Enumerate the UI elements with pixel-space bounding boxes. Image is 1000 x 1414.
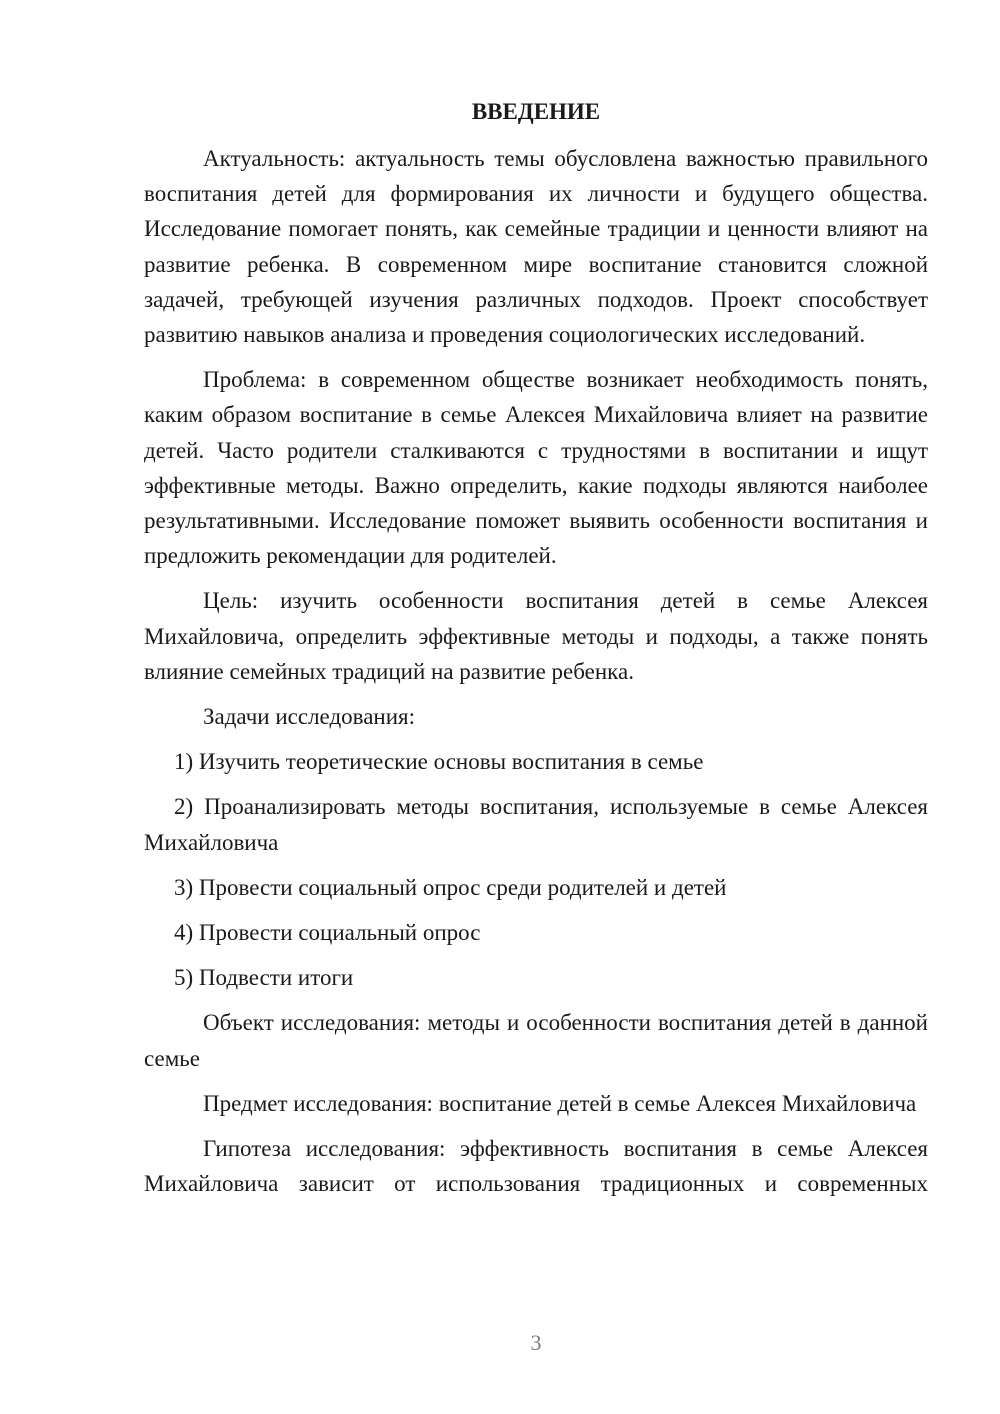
document-body bbox=[144, 94, 928, 1201]
page-number: 3 bbox=[530, 1330, 542, 1355]
problem-paragraph: Проблема: в современном обществе возникает необходимость понять, каким образом воспитание в семье Алексея Михайловича влияет на развитие детей. Часто родители сталкиваются с трудностями в воспитании и ищут эффективные методы. Важно определить, какие подходы являются наиболее результативными. Исследование поможет выявить особенности воспитания и предложить рекомендации для родителей. bbox=[144, 367, 928, 569]
subject-paragraph: Предмет исследования: воспитание детей в семье Алексея Михайловича bbox=[203, 1090, 917, 1116]
task-item: 5) Подвести итоги bbox=[174, 965, 354, 991]
task-item: 3) Провести социальный опрос среди родителей и детей bbox=[174, 874, 727, 900]
hypothesis-paragraph: Гипотеза исследования: эффективность воспитания в семье Алексея Михайловича зависит от использования традиционных и современных bbox=[144, 1136, 928, 1197]
task-item: 4) Провести социальный опрос bbox=[174, 920, 481, 946]
object-paragraph: Объект исследования: методы и особенности воспитания детей в данной семье bbox=[144, 1010, 928, 1071]
tasks-heading: Задачи исследования: bbox=[203, 704, 416, 730]
relevance-paragraph: Актуальность: актуальность темы обусловлена важностью правильного воспитания детей для формирования их личности и будущего общества. Исследование помогает понять, как семейные традиции и ценности влияют на развитие ребенка. В современном мире воспитание становится сложной задачей, требующей изучения различных подходов. Проект способствует развитию навыков анализа и проведения социологических исследований. bbox=[144, 146, 928, 348]
task-item: 1) Изучить теоретические основы воспитания в семье bbox=[174, 749, 704, 775]
page-title: ВВЕДЕНИЕ bbox=[471, 99, 601, 124]
task-item: 2) Проанализировать методы воспитания, используемые в семье Алексея Михайловича bbox=[144, 794, 928, 855]
goal-paragraph: Цель: изучить особенности воспитания детей в семье Алексея Михайловича, определить эффективные методы и подходы, а также понять влияние семейных традиций на развитие ребенка. bbox=[144, 588, 928, 684]
